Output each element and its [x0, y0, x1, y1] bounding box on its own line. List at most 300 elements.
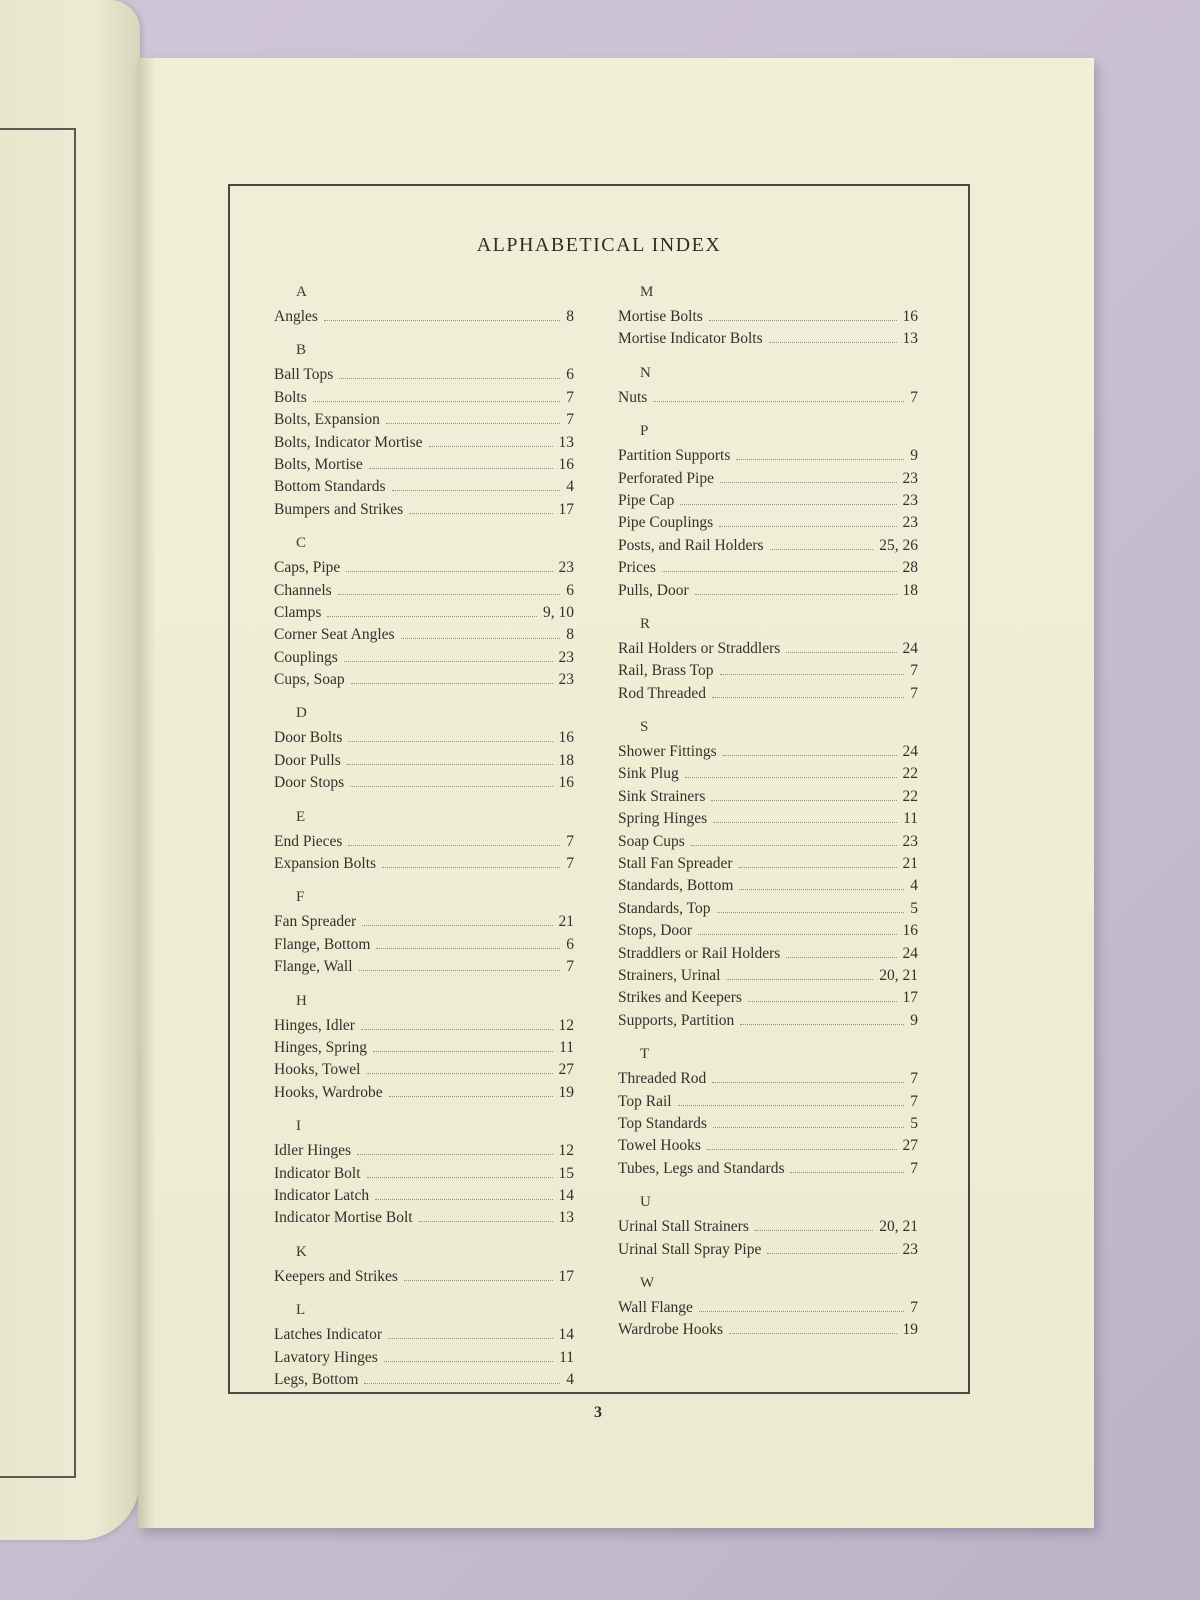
entry-label: Keepers and Strikes — [274, 1267, 398, 1285]
entry-page-number: 18 — [902, 581, 918, 599]
dot-leader — [339, 377, 560, 379]
index-entry — [618, 943, 918, 965]
index-entry — [618, 1319, 918, 1341]
dot-leader — [698, 933, 896, 935]
index-entry — [274, 1207, 574, 1229]
dot-leader — [767, 1252, 896, 1254]
entry-page-number: 7 — [910, 684, 918, 702]
index-frame — [228, 184, 970, 1394]
dot-leader — [786, 956, 896, 958]
entry-label: Door Stops — [274, 774, 345, 792]
index-entry — [618, 1091, 918, 1113]
entry-label: Hooks, Wardrobe — [274, 1083, 383, 1101]
entry-page-number: 7 — [910, 662, 918, 680]
index-entry — [274, 1324, 574, 1346]
entry-label: Top Rail — [618, 1092, 672, 1110]
dot-leader — [366, 1072, 552, 1074]
entry-label: Clamps — [274, 603, 322, 621]
index-entry — [274, 669, 574, 691]
entry-label: Indicator Mortise Bolt — [274, 1209, 413, 1227]
dot-leader — [327, 615, 537, 617]
dot-leader — [344, 660, 553, 662]
section-spacer — [618, 409, 918, 421]
entry-page-number: 16 — [558, 455, 574, 473]
dot-leader — [790, 1171, 904, 1173]
dot-leader — [350, 785, 552, 787]
index-section-n — [618, 351, 918, 409]
dot-leader — [662, 570, 897, 572]
entry-label: Supports, Partition — [618, 1011, 735, 1029]
dot-leader — [755, 1229, 873, 1231]
dot-leader — [313, 400, 561, 402]
section-letter: L — [296, 1302, 306, 1319]
index-entry — [618, 512, 918, 534]
index-entry — [618, 557, 918, 579]
entry-page-number: 21 — [902, 855, 918, 873]
section-letter: S — [640, 719, 649, 736]
entry-label: Pipe Couplings — [618, 514, 714, 532]
entry-label: Bolts — [274, 388, 307, 406]
entry-page-number: 8 — [566, 626, 574, 644]
entry-label: Prices — [618, 559, 656, 577]
entry-page-number: 23 — [902, 832, 918, 850]
index-entry — [618, 468, 918, 490]
index-entry — [274, 1015, 574, 1037]
entry-label: Straddlers or Rail Holders — [618, 944, 781, 962]
entry-page-number: 19 — [902, 1321, 918, 1339]
section-spacer — [274, 1230, 574, 1242]
section-spacer — [274, 979, 574, 991]
entry-page-number: 6 — [566, 366, 574, 384]
entry-page-number: 16 — [902, 922, 918, 940]
entry-label: Latches Indicator — [274, 1326, 383, 1344]
entry-page-number: 8 — [566, 308, 574, 325]
section-letter: I — [296, 1118, 301, 1135]
index-section-p — [618, 409, 918, 602]
dot-leader — [361, 1028, 553, 1030]
entry-label: Flange, Bottom — [274, 935, 371, 953]
entry-page-number: 6 — [566, 581, 574, 599]
entry-label: Channels — [274, 581, 332, 599]
entry-label: Strainers, Urinal — [618, 966, 721, 984]
section-spacer — [274, 875, 574, 887]
entry-page-number: 27 — [558, 1061, 574, 1079]
index-entry — [618, 741, 918, 763]
entry-label: Fan Spreader — [274, 913, 357, 931]
index-section-c — [274, 521, 574, 691]
section-letter: R — [640, 615, 651, 632]
entry-page-number: 9 — [910, 447, 918, 465]
dot-leader — [429, 445, 553, 447]
entry-page-number: 17 — [558, 500, 574, 518]
index-entry — [618, 535, 918, 557]
index-entry — [274, 1082, 574, 1104]
entry-label: Cups, Soap — [274, 671, 345, 689]
section-spacer — [618, 351, 918, 363]
entry-label: Rail Holders or Straddlers — [618, 639, 781, 657]
dot-leader — [786, 651, 896, 653]
section-letter: C — [296, 535, 307, 552]
entry-page-number: 24 — [902, 944, 918, 962]
dot-leader — [719, 525, 896, 527]
index-entry — [274, 409, 574, 431]
dot-leader — [369, 467, 553, 469]
entry-label: Corner Seat Angles — [274, 626, 395, 644]
entry-label: Top Standards — [618, 1114, 707, 1132]
index-entry — [274, 499, 574, 521]
dot-leader — [419, 1220, 553, 1222]
entry-page-number: 7 — [910, 1298, 918, 1316]
entry-page-number: 15 — [558, 1164, 574, 1182]
entry-page-number: 24 — [902, 743, 918, 761]
entry-label: Tubes, Legs and Standards — [618, 1159, 785, 1177]
entry-label: Bottom Standards — [274, 478, 386, 496]
dot-leader — [713, 821, 897, 823]
section-letter: T — [640, 1046, 650, 1063]
entry-label: Hinges, Idler — [274, 1016, 355, 1034]
dot-leader — [375, 1198, 552, 1200]
dot-leader — [384, 1360, 553, 1362]
entry-page-number: 9 — [910, 1011, 918, 1029]
dot-leader — [680, 503, 896, 505]
index-entry — [274, 387, 574, 409]
index-entry — [274, 306, 574, 328]
entry-label: Ball Tops — [274, 366, 334, 384]
index-entry — [274, 364, 574, 386]
index-entry — [274, 853, 574, 875]
section-spacer — [618, 705, 918, 717]
entry-page-number: 23 — [558, 648, 574, 666]
section-spacer — [618, 1032, 918, 1044]
index-entry — [274, 454, 574, 476]
dot-leader — [348, 844, 560, 846]
dot-leader — [709, 319, 897, 321]
entry-label: End Pieces — [274, 832, 343, 850]
entry-label: Wall Flange — [618, 1298, 693, 1316]
entry-page-number: 23 — [902, 514, 918, 532]
index-entry — [274, 1369, 574, 1391]
index-entry — [274, 624, 574, 646]
dot-leader — [729, 1332, 896, 1334]
dot-leader — [362, 924, 552, 926]
index-entry — [618, 1158, 918, 1180]
dot-leader — [695, 593, 897, 595]
entry-label: Stops, Door — [618, 922, 693, 940]
section-letter: D — [296, 705, 307, 722]
index-entry — [618, 306, 918, 328]
index-entry — [618, 965, 918, 987]
index-entry — [618, 1113, 918, 1135]
entry-label: Legs, Bottom — [274, 1370, 359, 1388]
index-column-right — [618, 282, 918, 1342]
index-section-t — [618, 1032, 918, 1180]
dot-leader — [707, 1148, 897, 1150]
entry-label: Door Bolts — [274, 729, 343, 747]
entry-page-number: 17 — [902, 989, 918, 1007]
entry-page-number: 11 — [559, 1348, 574, 1366]
entry-label: Hinges, Spring — [274, 1038, 367, 1056]
entry-page-number: 23 — [902, 491, 918, 509]
index-entry — [274, 1347, 574, 1369]
dot-leader — [748, 1000, 897, 1002]
entry-label: Couplings — [274, 648, 338, 666]
left-facing-page — [0, 0, 140, 1540]
entry-label: Stall Fan Spreader — [618, 855, 733, 873]
index-entry — [274, 911, 574, 933]
entry-page-number: 7 — [910, 1092, 918, 1110]
dot-leader — [685, 776, 897, 778]
dot-leader — [351, 682, 553, 684]
index-entry — [274, 557, 574, 579]
entry-page-number: 5 — [910, 1114, 918, 1132]
entry-page-number: 9, 10 — [543, 603, 574, 621]
index-entry — [618, 580, 918, 602]
index-entry — [618, 786, 918, 808]
section-spacer — [618, 602, 918, 614]
index-entry — [274, 1140, 574, 1162]
index-entry — [618, 1010, 918, 1032]
entry-page-number: 7 — [566, 832, 574, 850]
dot-leader — [770, 548, 874, 550]
entry-label: Sink Plug — [618, 765, 679, 783]
section-letter: B — [296, 342, 307, 359]
index-entry — [618, 763, 918, 785]
entry-label: Rail, Brass Top — [618, 662, 714, 680]
index-entry — [618, 920, 918, 942]
index-entry — [618, 987, 918, 1009]
dot-leader — [739, 866, 897, 868]
index-entry — [274, 580, 574, 602]
index-entry — [618, 1297, 918, 1319]
index-section-a — [274, 282, 574, 328]
index-entry — [618, 1216, 918, 1238]
entry-label: Bumpers and Strikes — [274, 500, 404, 518]
index-page — [138, 58, 1094, 1528]
index-entry — [618, 875, 918, 897]
entry-label: Lavatory Hinges — [274, 1348, 378, 1366]
entry-label: Indicator Bolt — [274, 1164, 361, 1182]
section-letter: P — [640, 423, 649, 440]
entry-page-number: 6 — [566, 935, 574, 953]
entry-label: Flange, Wall — [274, 958, 353, 976]
index-entry — [274, 647, 574, 669]
entry-page-number: 20, 21 — [879, 1218, 918, 1236]
entry-label: Wardrobe Hooks — [618, 1321, 724, 1339]
entry-label: Spring Hinges — [618, 810, 708, 828]
entry-label: Bolts, Expansion — [274, 411, 380, 429]
section-letter: U — [640, 1194, 651, 1211]
index-entry — [618, 328, 918, 350]
section-spacer — [274, 691, 574, 703]
entry-page-number: 7 — [566, 411, 574, 429]
dot-leader — [723, 754, 897, 756]
entry-page-number: 7 — [566, 388, 574, 406]
index-section-b — [274, 328, 574, 521]
section-letter: W — [640, 1274, 655, 1291]
dot-leader — [739, 888, 904, 890]
entry-page-number: 16 — [558, 729, 574, 747]
index-entry — [618, 1239, 918, 1261]
index-entry — [274, 934, 574, 956]
entry-label: Perforated Pipe — [618, 469, 714, 487]
entry-page-number: 12 — [558, 1016, 574, 1034]
dot-leader — [367, 1176, 553, 1178]
index-entry — [274, 1059, 574, 1081]
index-entry — [274, 831, 574, 853]
index-entry — [618, 831, 918, 853]
entry-label: Urinal Stall Spray Pipe — [618, 1240, 762, 1258]
section-spacer — [274, 521, 574, 533]
dot-leader — [717, 911, 905, 913]
entry-page-number: 4 — [566, 478, 574, 496]
entry-page-number: 7 — [566, 958, 574, 976]
index-entry — [274, 1185, 574, 1207]
index-column-left — [274, 282, 574, 1391]
section-spacer — [618, 1261, 918, 1273]
dot-leader — [409, 512, 552, 514]
index-entry — [274, 956, 574, 978]
entry-label: Rod Threaded — [618, 684, 706, 702]
index-section-l — [274, 1288, 574, 1391]
index-entry — [274, 476, 574, 498]
dot-leader — [359, 969, 561, 971]
entry-page-number: 7 — [910, 388, 918, 406]
entry-page-number: 4 — [910, 877, 918, 895]
dot-leader — [769, 341, 897, 343]
index-entry — [618, 638, 918, 660]
dot-leader — [389, 1095, 553, 1097]
entry-label: Shower Fittings — [618, 743, 717, 761]
index-entry — [618, 1135, 918, 1157]
entry-label: Door Pulls — [274, 751, 341, 769]
section-spacer — [274, 795, 574, 807]
index-entry — [274, 727, 574, 749]
entry-page-number: 23 — [558, 671, 574, 689]
entry-page-number: 14 — [558, 1326, 574, 1344]
entry-page-number: 19 — [558, 1083, 574, 1101]
index-section-u — [618, 1180, 918, 1261]
entry-page-number: 16 — [902, 308, 918, 325]
section-letter: M — [640, 284, 654, 300]
entry-page-number: 11 — [903, 810, 918, 828]
index-entry — [618, 445, 918, 467]
dot-leader — [324, 319, 560, 321]
dot-leader — [348, 740, 552, 742]
entry-page-number: 14 — [558, 1186, 574, 1204]
section-spacer — [618, 1180, 918, 1192]
index-section-h — [274, 979, 574, 1105]
dot-leader — [346, 570, 552, 572]
index-entry — [618, 490, 918, 512]
dot-leader — [404, 1279, 553, 1281]
section-spacer — [274, 1104, 574, 1116]
entry-page-number: 4 — [566, 1370, 574, 1388]
index-entry — [618, 853, 918, 875]
section-spacer — [274, 328, 574, 340]
spine-shadow — [138, 58, 156, 1528]
index-section-i — [274, 1104, 574, 1230]
index-section-f — [274, 875, 574, 978]
index-section-e — [274, 795, 574, 876]
index-section-r — [618, 602, 918, 705]
entry-label: Soap Cups — [618, 832, 685, 850]
entry-label: Mortise Bolts — [618, 308, 703, 325]
dot-leader — [713, 1126, 904, 1128]
index-section-k — [274, 1230, 574, 1288]
entry-page-number: 18 — [558, 751, 574, 769]
dot-leader — [712, 696, 904, 698]
index-entry — [618, 387, 918, 409]
entry-page-number: 23 — [902, 1240, 918, 1258]
index-entry — [274, 1163, 574, 1185]
section-letter: F — [296, 889, 305, 906]
section-spacer — [274, 1288, 574, 1300]
dot-leader — [720, 673, 905, 675]
dot-leader — [678, 1104, 905, 1106]
entry-label: Caps, Pipe — [274, 559, 341, 577]
entry-label: Expansion Bolts — [274, 855, 377, 873]
entry-label: Urinal Stall Strainers — [618, 1218, 749, 1236]
entry-label: Bolts, Indicator Mortise — [274, 433, 423, 451]
entry-page-number: 16 — [558, 774, 574, 792]
dot-leader — [392, 489, 561, 491]
index-entry — [618, 660, 918, 682]
section-letter: K — [296, 1243, 307, 1260]
entry-page-number: 5 — [910, 899, 918, 917]
dot-leader — [720, 481, 897, 483]
index-section-d — [274, 691, 574, 794]
entry-label: Pulls, Door — [618, 581, 689, 599]
index-entry — [618, 1068, 918, 1090]
index-entry — [274, 602, 574, 624]
entry-label: Strikes and Keepers — [618, 989, 742, 1007]
dot-leader — [347, 763, 553, 765]
index-section-s — [618, 705, 918, 1032]
index-entry — [274, 1037, 574, 1059]
entry-page-number: 17 — [558, 1267, 574, 1285]
page-number: 3 — [594, 1404, 602, 1421]
dot-leader — [386, 422, 560, 424]
entry-page-number: 28 — [902, 559, 918, 577]
entry-label: Nuts — [618, 388, 648, 406]
entry-page-number: 13 — [902, 330, 918, 348]
dot-leader — [373, 1050, 553, 1052]
dot-leader — [691, 844, 897, 846]
index-entry — [274, 772, 574, 794]
index-entry — [274, 1266, 574, 1288]
entry-label: Posts, and Rail Holders — [618, 536, 764, 554]
entry-page-number: 22 — [902, 787, 918, 805]
page-title: ALPHABETICAL INDEX — [476, 234, 722, 256]
entry-label: Idler Hinges — [274, 1142, 352, 1160]
entry-page-number: 11 — [559, 1038, 574, 1056]
index-entry — [618, 683, 918, 705]
dot-leader — [357, 1153, 552, 1155]
entry-label: Partition Supports — [618, 447, 731, 465]
section-letter: A — [296, 284, 307, 300]
entry-label: Angles — [274, 308, 318, 325]
index-entry — [618, 808, 918, 830]
entry-page-number: 12 — [558, 1142, 574, 1160]
index-entry — [618, 898, 918, 920]
entry-label: Pipe Cap — [618, 491, 675, 509]
entry-label: Hooks, Towel — [274, 1061, 361, 1079]
dot-leader — [382, 866, 560, 868]
entry-label: Standards, Bottom — [618, 877, 734, 895]
entry-page-number: 7 — [910, 1070, 918, 1088]
index-section-w — [618, 1261, 918, 1342]
entry-page-number: 13 — [558, 433, 574, 451]
